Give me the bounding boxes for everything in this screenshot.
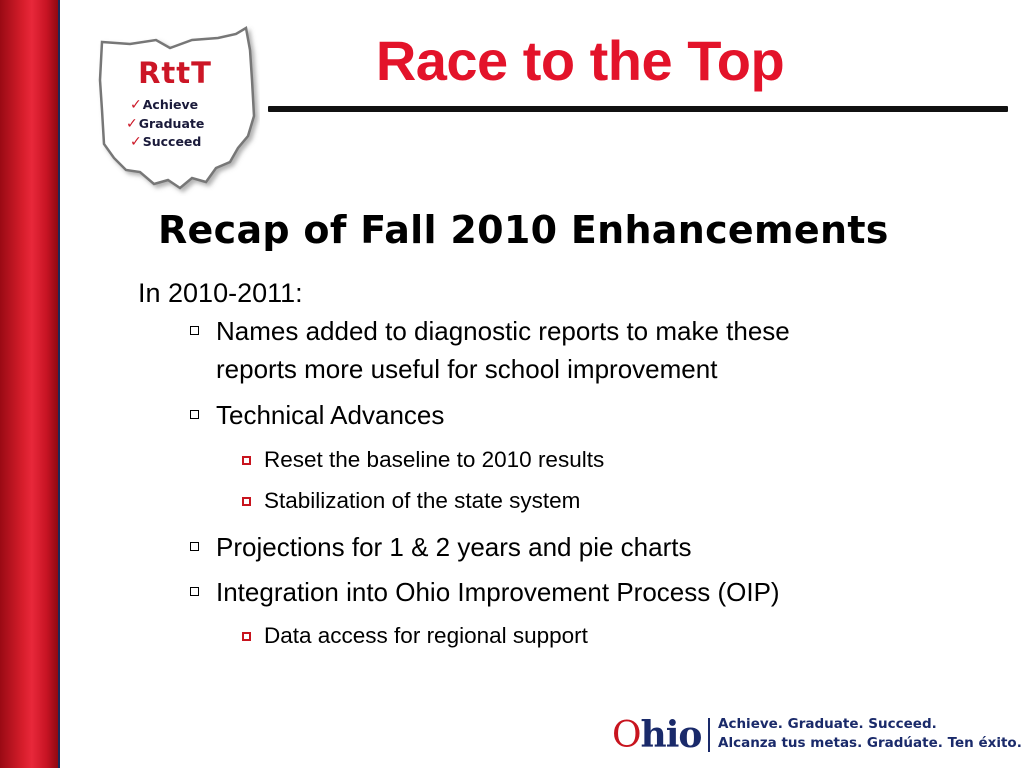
intro-text: In 2010-2011: [138, 278, 303, 308]
check-icon: ✓ [130, 134, 142, 150]
square-bullet-icon [190, 326, 199, 335]
slide-title: Race to the Top [375, 29, 785, 92]
sub-bullet-text: Reset the baseline to 2010 results [264, 447, 605, 472]
title-divider [268, 106, 1008, 112]
bullet-text: Integration into Ohio Improvement Process (OIP) [216, 577, 780, 607]
footer-divider [708, 718, 710, 752]
bullet-item [190, 396, 444, 434]
logo-title: RttT [138, 56, 212, 90]
bullet-text: Projections for 1 & 2 years and pie charts [216, 532, 692, 562]
square-bullet-icon [190, 542, 199, 551]
logo-item-achieve: ✓Achieve [130, 97, 199, 113]
rttt-logo [96, 20, 260, 196]
bullet-text-continued: reports more useful for school improvement [216, 354, 718, 384]
square-bullet-icon [190, 587, 199, 596]
sub-bullet-item [242, 486, 580, 516]
check-icon: ✓ [130, 97, 142, 113]
sub-bullet-text: Data access for regional support [264, 623, 588, 648]
footer-tagline-spanish: Alcanza tus metas. Gradúate. Ten éxito. [718, 735, 1022, 751]
bullet-text: Names added to diagnostic reports to make these [216, 316, 790, 346]
red-square-bullet-icon [242, 456, 251, 465]
sub-bullet-item [242, 445, 604, 475]
bullet-item [190, 528, 691, 566]
sub-bullet-item [242, 621, 588, 651]
red-square-bullet-icon [242, 632, 251, 641]
bullet-text: Technical Advances [216, 400, 445, 430]
logo-item-succeed: ✓Succeed [130, 134, 202, 150]
square-bullet-icon [190, 410, 199, 419]
red-square-bullet-icon [242, 497, 251, 506]
logo-item-graduate: ✓Graduate [126, 116, 205, 132]
bullet-item [190, 312, 790, 388]
footer-tagline-english: Achieve. Graduate. Succeed. [718, 716, 937, 732]
sub-bullet-text: Stabilization of the state system [264, 488, 581, 513]
ohio-footer-logo [612, 712, 1022, 756]
check-icon: ✓ [126, 116, 138, 132]
slide-subtitle: Recap of Fall 2010 Enhancements [158, 208, 889, 252]
ohio-wordmark: Ohio [612, 714, 702, 756]
bullet-item [190, 573, 780, 611]
side-accent-bar [0, 0, 60, 768]
